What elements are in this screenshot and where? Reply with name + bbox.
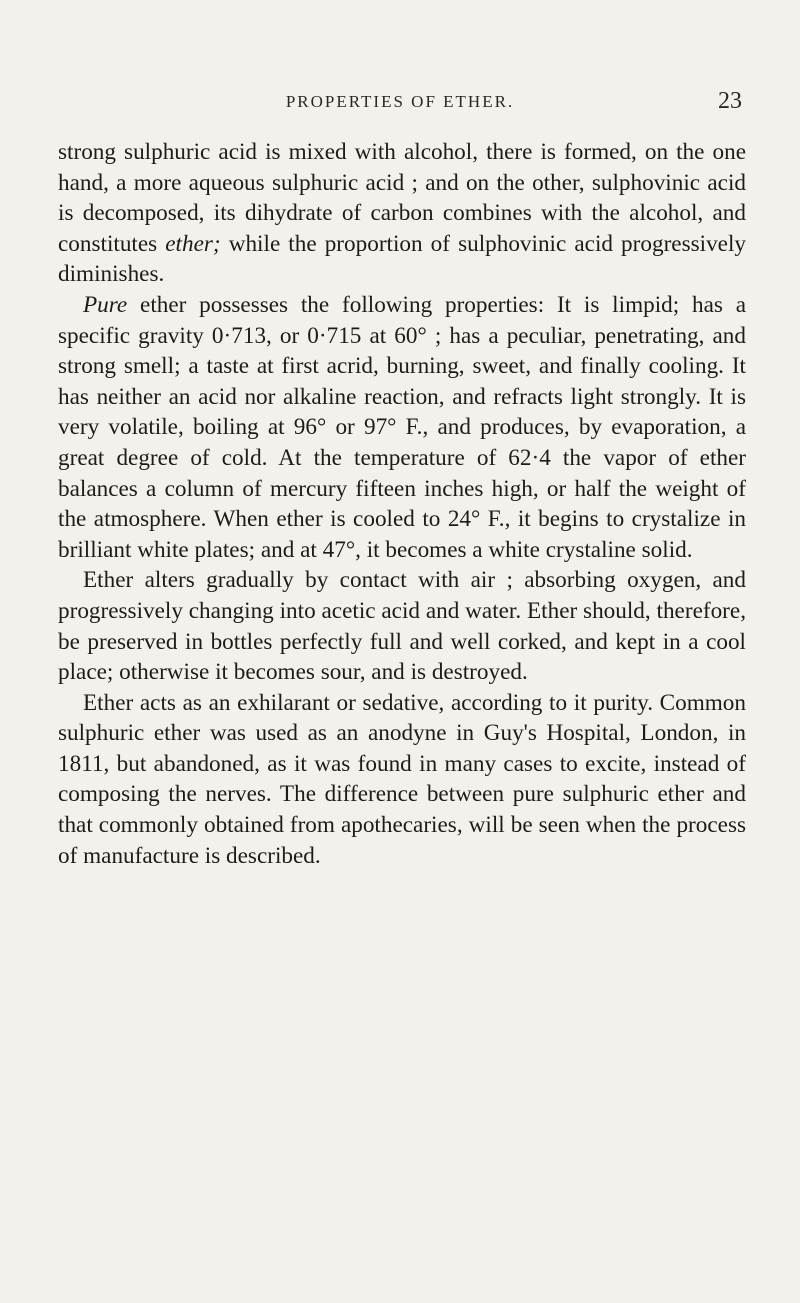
paragraph-3: Ether alters gradually by contact with air ; absorbing oxygen, and progressively changing into acetic acid and water. Ether should, therefore, be preserved in bottles perfectly full and well corked, and kept in a cool place; otherwise it becomes sour, and is destroyed. bbox=[58, 567, 746, 686]
paragraph-4: Ether acts as an exhilarant or sedative, according to it purity. Common sulphuric ether was used as an anodyne in Guy's Hospital, London, in 1811, but abandoned, as it was found in many cases to excite, instead of composing the nerves. The difference between pure sulphuric ether and that commonly obtained from apothecaries, will be seen when the process of manufacture is described. bbox=[58, 689, 746, 869]
body-text bbox=[58, 137, 746, 871]
paragraph-1-emphasis: ether; bbox=[165, 230, 221, 257]
page-number: 23 bbox=[718, 88, 742, 114]
paragraph-1 bbox=[58, 137, 746, 290]
page-header bbox=[0, 88, 800, 118]
paragraph-2-emphasis: Pure bbox=[83, 291, 128, 318]
paragraph-1-text-before: strong sulphuric acid is mixed with alcohol, there is formed, on the one hand, a more aqueous sulphuric acid ; and on the other, sulphovinic acid is decomposed, its dihydrate of carbon combines with the alcohol, and constitutes bbox=[58, 139, 746, 257]
paragraph-2-text: ether possesses the following properties: It is limpid; has a specific gravity 0·713, or 0·715 at 60° ; has a peculiar, penetrating, and strong smell; a taste at first acrid, burning, sweet, and finally cooling. It has neither an acid nor alkaline reaction, and refracts light strongly. It is very volatile, boiling at 96° or 97° F., and produces, by evaporation, a great degree of cold. At the temperature of 62·4 the vapor of ether balances a column of mercury fifteen inches high, or half the weight of the atmosphere. When ether is cooled to 24° F., it begins to crystalize in brilliant white plates; and at 47°, it becomes a white crystaline solid. bbox=[58, 291, 746, 563]
paragraph-2 bbox=[58, 290, 746, 565]
running-title: PROPERTIES OF ETHER. bbox=[285, 92, 515, 111]
paragraph-1-text-after: while the proportion of sulphovinic acid progressively diminishes. bbox=[58, 230, 746, 288]
